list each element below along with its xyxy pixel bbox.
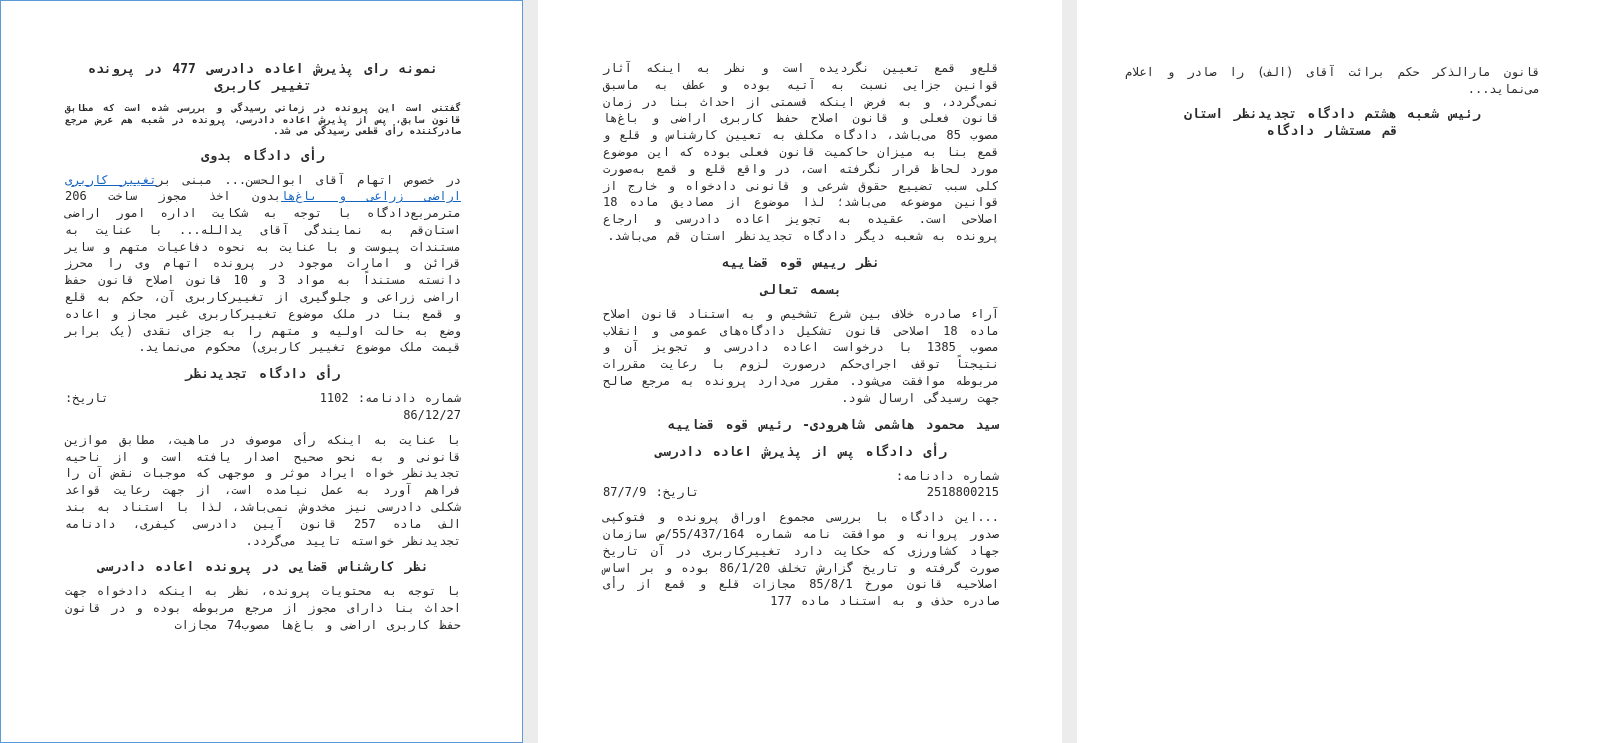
intro-note: گفتنی است این پرونده در زمانی رسیدگی و بررسی شده است که مطابق قانون سابق، پس از پذیرش اعاده دادرسی، پرونده در شعبه هم عرض مرجع صادرکننده رأی قطعی رسیدگی می شد. <box>65 103 461 137</box>
expert-opinion-text: با توجه به محتویات پرونده، نظر به اینکه دادخواه جهت احداث بنا دارای مجوز از مرجع مربوطه بوده و در قانون حفظ کاربری اراضی و باغ‌ها مصوب74 مجازات <box>65 584 461 633</box>
document-page-1 <box>0 0 523 743</box>
verdict-date-value: 86/12/27 <box>403 408 461 423</box>
heading-post-retrial-verdict: رأی دادگاه پس از پذیرش اعاده دادرسی <box>655 444 947 460</box>
verdict-date-label: تاریخ: <box>65 391 109 406</box>
document-page-3 <box>1077 0 1600 743</box>
retrial-verdict-date <box>603 484 699 501</box>
retrial-date-label: تاریخ: <box>655 485 699 500</box>
first-instance-verdict-text <box>65 172 461 357</box>
retrial-verdict-meta-values <box>603 484 999 501</box>
judiciary-head-opinion-text: آراء صادره خلاف بین شرع تشخیص و به استناد قانون اصلاح ماده 18 اصلاحی قانون تشکیل دادگاه‌های عمومی و انقلاب مصوب 1385 با درخواست اعاده دادرسی و تجویز آن و نتیجتاً توقف اجرای‌حکم درصورت لزوم با رعایت مقررات مربوطه موافقت می‌شود. مقرر می‌دارد پرونده به مرجع صالح جهت رسیدگی ارسال شود. <box>603 306 1000 405</box>
heading-first-instance-verdict: رأی دادگاه بدوی <box>201 148 325 164</box>
heading-appeal-verdict: رأی دادگاه تجدیدنظر <box>185 367 341 383</box>
retrial-verdict-meta <box>603 468 999 485</box>
document-title: نمونه رای پذیرش اعاده دادرسی 477 در پرونده تغییر کاربری <box>88 62 438 94</box>
appeal-verdict-meta <box>65 390 461 407</box>
document-page-2 <box>538 0 1062 743</box>
page-2-text <box>603 60 999 618</box>
retrial-verdict-continuation: قانون مارالذکر حکم برائت آقای (الف) را صادر و اعلام می‌نماید... <box>1125 65 1540 96</box>
verdict-number-label: شماره دادنامه: <box>357 391 461 406</box>
retrial-verdict-text: ...این دادگاه با بررسی مجموع اوراق پرونده و فتوکپی صدور پروانه و موافقت نامه شماره 55/437/164/ص سازمان جهاد کشاورزی که حکایت دارد تغییرکاربری در آن تاریخ صورت گرفته و تاریخ گزارش تخلف 86/1/20 بوده و بر اساس اصلاحیه قانون مورخ 85/8/1 مجازات قلع و قمع از رأی صادره حذف و به استناد ماده 177 <box>603 510 1000 609</box>
retrial-verdict-number-value: 2518800215 <box>926 485 999 500</box>
court-signature-line-1: رئیس شعبه هشتم دادگاه تجدیدنظر استان <box>1184 106 1481 122</box>
retrial-verdict-number-label: شماره دادنامه: <box>895 468 999 483</box>
judiciary-head-signature: سید محمود هاشمی شاهرودی- رئیس قوه قضاییه <box>667 417 999 433</box>
page-1-text <box>65 61 461 642</box>
verdict-number <box>320 390 461 407</box>
verdict-text-rest: بدون اخذ مجوز ساخت 206 مترمربع‌دادگاه با توجه به شکایت اداره امور اراضی استان‌قم به نمایندگی آقای یدالله... با عنایت به مستندات پیوست و با عنایت به نحوه دفاعیات متهم و سایر قرائن و امارات موجود در پرونده اتهام وی را محرز دانسته مستنداً به مواد 3 و 10 قانون اصلاح قانون حفظ اراضی زراعی و جلوگیری از تغییرکاربری آن، حکم به قلع و قمع بنا در ملک موضوع تغییرکاربری غیر مجاز و اعاده وضع به حالت اولیه و متهم را به جزای نقدی (یک برابر قیمت ملک موضوع تغییر کاربری) محکوم می‌نماید. <box>65 189 461 355</box>
retrial-date-value: 87/7/9 <box>603 485 647 500</box>
page-3-text <box>1125 64 1540 140</box>
verdict-text-start: در خصوص اتهام آقای ابوالحسن... مبنی بر <box>156 172 461 187</box>
court-signature-line-2: قم مستشار دادگاه <box>1266 123 1399 139</box>
expert-opinion-continuation: قلع‌و قمع تعیین نگردیده است و نظر به اینکه آثار قوانین جزایی نسبت به آتیه بوده و عطف به ماسبق نمی‌گردد، و به فرض اینکه قسمتی از احداث بنا در زمان قانون فعلی و قانون اصلاح حفظ کاربری اراضی و باغ‌ها مصوب 85 می‌باشد، دادگاه مکلف به تعیین کارشناس و قلع و قمع بنا به میزان حاکمیت قانون فعلی بوده که این موضوع مورد لحاظ قرار نگرفته است، در واقع قلع و قمع به‌صورت کلی سبب تضییع حقوق شرعی و قانونی دادخواه و خارج از قوانین موضوعه می‌باشد؛ لذا موضوع از مصادیق ماده 18 اصلاحی است. عقیده به تجویز اعاده دادرسی و ارجاع پرونده به شعبه دیگر دادگاه تجدیدنظر استان قم می‌باشد. <box>603 61 999 243</box>
heading-expert-opinion: نظر کارشناس قضایی در پرونده اعاده دادرسی <box>97 560 429 576</box>
heading-in-the-name: بسمه تعالی <box>760 282 842 298</box>
appeal-verdict-text: با عنایت به اینکه رأی موصوف در ماهیت، مطابق موازین قانونی و به نحو صحیح اصدار یافته است و از ناحیه تجدیدنظر خواه ایراد موثر و موجهی که موجبات نقض آن را فراهم آورد به عمل نیامده است، از جهت رعایت قواعد شکلی دادرسی نیز مخدوش نمی‌باشد، لذا با استناد به بند الف ماده 257 قانون آیین دادرسی کیفری، دادنامه تجدیدنظر خواسته تایید می‌گردد. <box>65 432 461 548</box>
verdict-number-value: 1102 <box>319 391 349 406</box>
land-use-change-link[interactable]: تغییر کاربری اراضی زراعی و باغ‌ها <box>65 172 461 204</box>
heading-judiciary-head-opinion: نظر رییس قوه قضاییه <box>722 255 880 271</box>
